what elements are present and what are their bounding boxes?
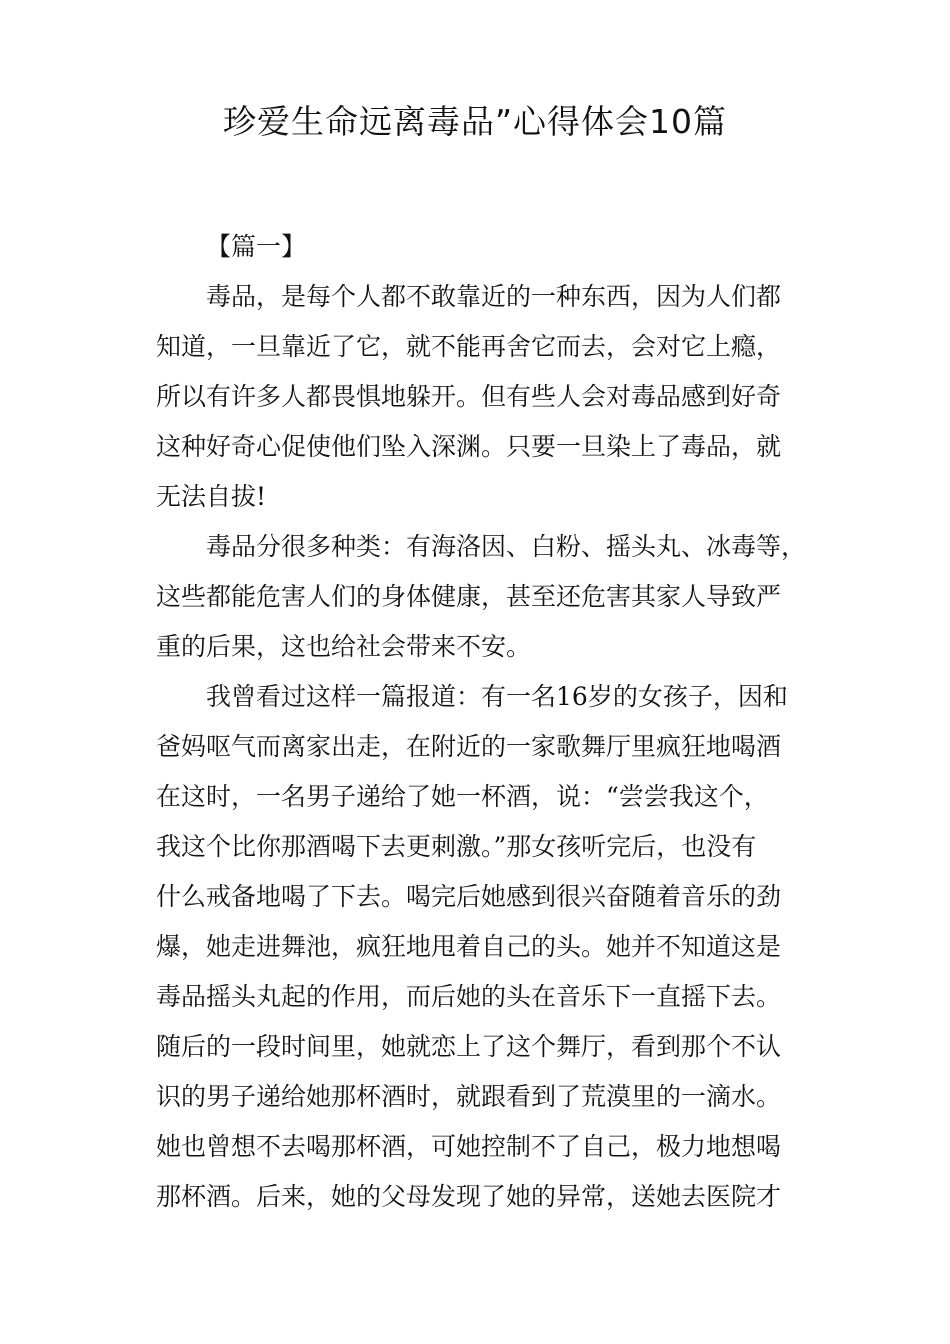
paragraph-1-line-4: 这种好奇心促使他们坠入深渊。只要一旦染上了毒品，就	[156, 432, 782, 461]
paragraph-3-line-9: 识的男子递给她那杯酒时，就跟看到了荒漠里的一滴水。	[156, 1082, 782, 1111]
document-title: 珍爱生命远离毒品”心得体会10篇	[222, 102, 728, 141]
paragraph-1-line-3: 所以有许多人都畏惧地躲开。但有些人会对毒品感到好奇	[156, 382, 782, 411]
paragraph-3-line-1: 我曾看过这样一篇报道：有一名16岁的女孩子，因和	[206, 682, 788, 711]
paragraph-3-line-6: 爆，她走进舞池，疯狂地甩着自己的头。她并不知道这是	[156, 932, 782, 961]
paragraph-3-line-5: 什么戒备地喝了下去。喝完后她感到很兴奋随着音乐的劲	[156, 882, 782, 911]
document-body	[156, 222, 826, 1222]
paragraph-1-line-5: 无法自拔!	[156, 482, 267, 511]
paragraph-1-line-2: 知道，一旦靠近了它，就不能再舍它而去，会对它上瘾，	[156, 332, 782, 361]
paragraph-3-line-8: 随后的一段时间里，她就恋上了这个舞厅，看到那个不认	[156, 1032, 782, 1061]
paragraph-3-line-7: 毒品摇头丸起的作用，而后她的头在音乐下一直摇下去。	[156, 982, 782, 1011]
paragraph-2-line-2: 这些都能危害人们的身体健康，甚至还危害其家人导致严	[156, 582, 782, 611]
paragraph-1-line-1: 毒品，是每个人都不敢靠近的一种东西，因为人们都	[206, 282, 782, 311]
paragraph-3-line-10: 她也曾想不去喝那杯酒，可她控制不了自己，极力地想喝	[156, 1132, 782, 1161]
paragraph-3-line-11: 那杯酒。后来，她的父母发现了她的异常，送她去医院才	[156, 1182, 782, 1211]
paragraph-2-line-1: 毒品分很多种类：有海洛因、白粉、摇头丸、冰毒等，	[206, 532, 807, 561]
paragraph-3-line-4: 我这个比你那酒喝下去更刺激。”那女孩听完后，也没有	[156, 832, 757, 861]
paragraph-2-line-3: 重的后果，这也给社会带来不安。	[156, 632, 532, 661]
section-heading: 【篇一】	[206, 232, 307, 261]
paragraph-3-line-3: 在这时，一名男子递给了她一杯酒，说：“尝尝我这个，	[156, 782, 769, 811]
paragraph-3-line-2: 爸妈呕气而离家出走，在附近的一家歌舞厅里疯狂地喝酒	[156, 732, 782, 761]
